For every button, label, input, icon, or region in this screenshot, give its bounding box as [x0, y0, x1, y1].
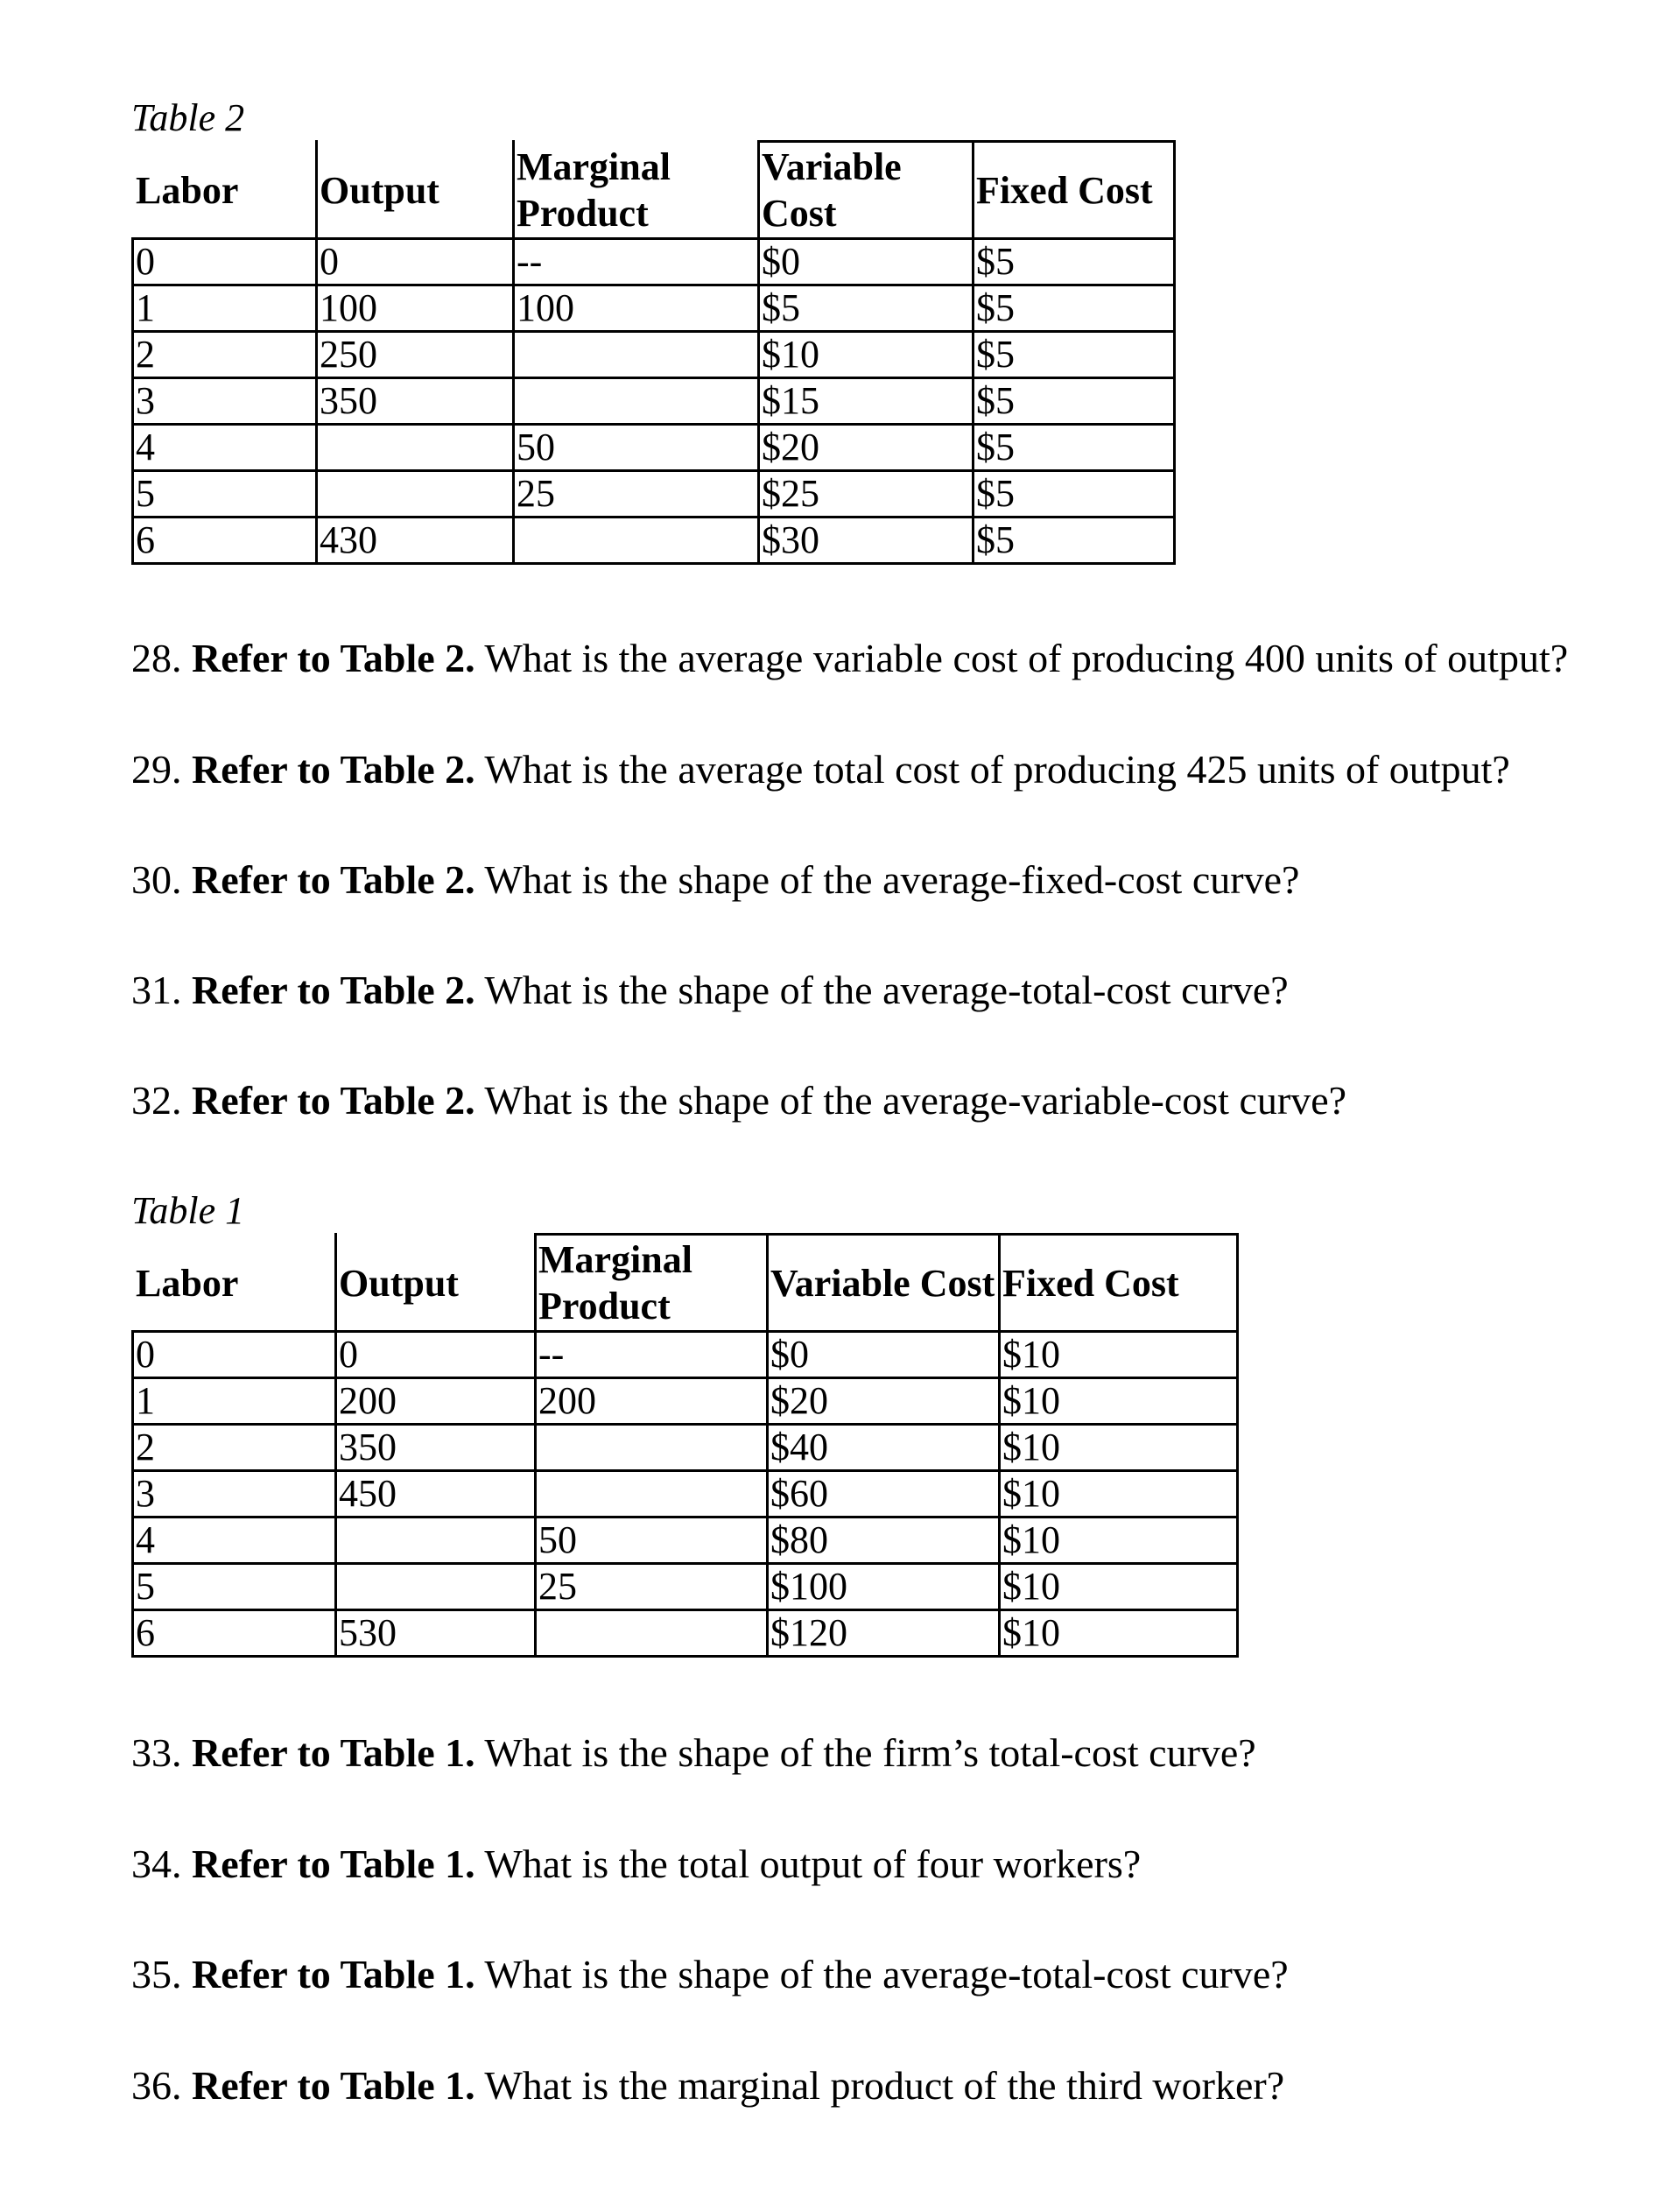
question-text: What is the shape of the average-total-cost curve? — [484, 968, 1289, 1012]
table1-header-row — [133, 1235, 1238, 1332]
cell-fixed-cost: $10 — [1000, 1564, 1238, 1610]
question-ref: Refer to Table 2. — [192, 636, 475, 680]
table-row — [133, 471, 1175, 518]
cell-labor: 2 — [133, 1425, 336, 1471]
table1 — [131, 1233, 1239, 1658]
question-text: What is the marginal product of the third worker? — [484, 2063, 1285, 2108]
cell-variable-cost: $20 — [759, 425, 974, 471]
question-ref: Refer to Table 2. — [192, 1078, 475, 1123]
cell-marginal-product: 50 — [514, 425, 759, 471]
cell-marginal-product: 50 — [536, 1518, 768, 1564]
cell-fixed-cost: $10 — [1000, 1332, 1238, 1378]
header-labor: Labor — [133, 1235, 336, 1332]
cell-fixed-cost: $5 — [974, 518, 1175, 564]
cell-marginal-product — [514, 332, 759, 378]
cell-marginal-product — [514, 378, 759, 425]
cell-marginal-product: -- — [514, 239, 759, 285]
header-variable-cost: Variable Cost — [759, 142, 974, 239]
cell-labor: 1 — [133, 1378, 336, 1425]
question-number: 29. — [131, 747, 182, 792]
question-ref: Refer to Table 2. — [192, 968, 475, 1012]
question-29 — [131, 746, 1510, 793]
table-row — [133, 1332, 1238, 1378]
question-ref: Refer to Table 1. — [192, 2063, 475, 2108]
cell-labor: 6 — [133, 1610, 336, 1657]
cell-output — [317, 471, 514, 518]
cell-labor: 4 — [133, 425, 317, 471]
cell-fixed-cost: $5 — [974, 471, 1175, 518]
header-marginal-product: Marginal Product — [536, 1235, 768, 1332]
cell-labor: 4 — [133, 1518, 336, 1564]
question-ref: Refer to Table 2. — [192, 857, 475, 902]
question-34 — [131, 1841, 1141, 1888]
cell-fixed-cost: $10 — [1000, 1425, 1238, 1471]
header-output: Output — [317, 142, 514, 239]
cell-output: 450 — [336, 1471, 536, 1518]
question-number: 36. — [131, 2063, 182, 2108]
cell-labor: 3 — [133, 378, 317, 425]
cell-fixed-cost: $10 — [1000, 1471, 1238, 1518]
cell-variable-cost: $40 — [768, 1425, 1000, 1471]
cell-variable-cost: $60 — [768, 1471, 1000, 1518]
cell-output: 350 — [317, 378, 514, 425]
cell-variable-cost: $80 — [768, 1518, 1000, 1564]
cell-marginal-product — [514, 518, 759, 564]
cell-output — [336, 1564, 536, 1610]
cell-labor: 0 — [133, 239, 317, 285]
table-row — [133, 1425, 1238, 1471]
question-31 — [131, 967, 1289, 1014]
question-28 — [131, 635, 1568, 682]
cell-variable-cost: $30 — [759, 518, 974, 564]
cell-output: 0 — [317, 239, 514, 285]
cell-output — [317, 425, 514, 471]
question-text: What is the shape of the firm’s total-cost curve? — [484, 1730, 1256, 1775]
header-fixed-cost: Fixed Cost — [1000, 1235, 1238, 1332]
cell-fixed-cost: $5 — [974, 239, 1175, 285]
cell-variable-cost: $0 — [768, 1332, 1000, 1378]
cell-fixed-cost: $5 — [974, 425, 1175, 471]
cell-fixed-cost: $10 — [1000, 1610, 1238, 1657]
table-row — [133, 1564, 1238, 1610]
cell-output: 430 — [317, 518, 514, 564]
table-row — [133, 518, 1175, 564]
question-number: 32. — [131, 1078, 182, 1123]
cell-fixed-cost: $5 — [974, 285, 1175, 332]
question-36 — [131, 2062, 1284, 2109]
header-variable-cost: Variable Cost — [768, 1235, 1000, 1332]
question-number: 28. — [131, 636, 182, 680]
table1-caption: Table 1 — [131, 1189, 245, 1232]
cell-fixed-cost: $5 — [974, 378, 1175, 425]
question-32 — [131, 1077, 1346, 1124]
question-ref: Refer to Table 1. — [192, 1730, 475, 1775]
cell-variable-cost: $120 — [768, 1610, 1000, 1657]
table2-header-row — [133, 142, 1175, 239]
cell-variable-cost: $15 — [759, 378, 974, 425]
question-text: What is the average variable cost of producing 400 units of output? — [484, 636, 1569, 680]
cell-output: 350 — [336, 1425, 536, 1471]
table-row — [133, 239, 1175, 285]
question-text: What is the average total cost of producing 425 units of output? — [484, 747, 1510, 792]
question-30 — [131, 856, 1299, 904]
cell-marginal-product: 100 — [514, 285, 759, 332]
cell-labor: 6 — [133, 518, 317, 564]
table-row — [133, 332, 1175, 378]
cell-fixed-cost: $10 — [1000, 1378, 1238, 1425]
cell-marginal-product — [536, 1425, 768, 1471]
cell-marginal-product: 25 — [514, 471, 759, 518]
cell-variable-cost: $5 — [759, 285, 974, 332]
question-ref: Refer to Table 2. — [192, 747, 475, 792]
question-number: 34. — [131, 1841, 182, 1886]
question-number: 31. — [131, 968, 182, 1012]
table2-caption: Table 2 — [131, 96, 245, 139]
question-text: What is the total output of four workers? — [484, 1841, 1142, 1886]
cell-labor: 2 — [133, 332, 317, 378]
cell-labor: 5 — [133, 1564, 336, 1610]
question-35 — [131, 1951, 1289, 1998]
cell-marginal-product: 200 — [536, 1378, 768, 1425]
question-33 — [131, 1729, 1256, 1777]
cell-labor: 0 — [133, 1332, 336, 1378]
header-fixed-cost: Fixed Cost — [974, 142, 1175, 239]
table-row — [133, 1471, 1238, 1518]
cell-variable-cost: $100 — [768, 1564, 1000, 1610]
question-text: What is the shape of the average-fixed-cost curve? — [484, 857, 1300, 902]
cell-variable-cost: $25 — [759, 471, 974, 518]
cell-labor: 5 — [133, 471, 317, 518]
header-marginal-product: Marginal Product — [514, 142, 759, 239]
table-row — [133, 425, 1175, 471]
table2 — [131, 140, 1176, 565]
cell-output: 0 — [336, 1332, 536, 1378]
cell-output: 530 — [336, 1610, 536, 1657]
table-row — [133, 378, 1175, 425]
cell-output: 100 — [317, 285, 514, 332]
question-text: What is the shape of the average-total-cost curve? — [484, 1952, 1289, 1996]
table-row — [133, 1610, 1238, 1657]
table-row — [133, 285, 1175, 332]
cell-fixed-cost: $10 — [1000, 1518, 1238, 1564]
question-ref: Refer to Table 1. — [192, 1841, 475, 1886]
question-number: 33. — [131, 1730, 182, 1775]
cell-marginal-product — [536, 1471, 768, 1518]
cell-output: 250 — [317, 332, 514, 378]
question-ref: Refer to Table 1. — [192, 1952, 475, 1996]
cell-output: 200 — [336, 1378, 536, 1425]
cell-marginal-product: -- — [536, 1332, 768, 1378]
cell-fixed-cost: $5 — [974, 332, 1175, 378]
cell-output — [336, 1518, 536, 1564]
header-labor: Labor — [133, 142, 317, 239]
header-output: Output — [336, 1235, 536, 1332]
cell-labor: 3 — [133, 1471, 336, 1518]
table-row — [133, 1518, 1238, 1564]
cell-variable-cost: $20 — [768, 1378, 1000, 1425]
cell-marginal-product — [536, 1610, 768, 1657]
cell-labor: 1 — [133, 285, 317, 332]
cell-variable-cost: $10 — [759, 332, 974, 378]
cell-variable-cost: $0 — [759, 239, 974, 285]
question-number: 30. — [131, 857, 182, 902]
question-text: What is the shape of the average-variable-cost curve? — [484, 1078, 1347, 1123]
table-row — [133, 1378, 1238, 1425]
cell-marginal-product: 25 — [536, 1564, 768, 1610]
question-number: 35. — [131, 1952, 182, 1996]
